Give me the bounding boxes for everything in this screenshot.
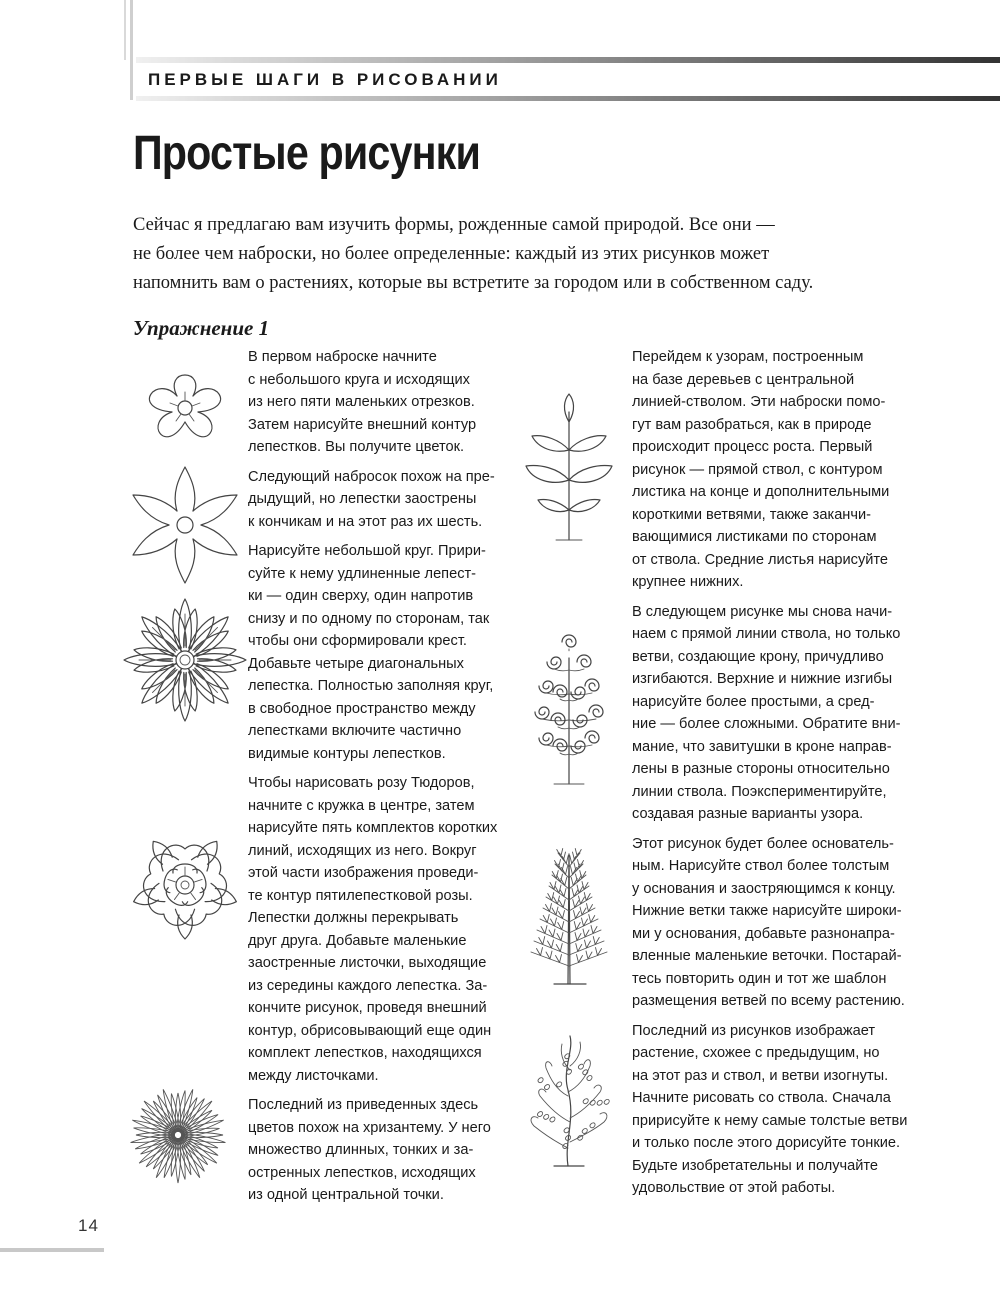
paragraph-line: Последний из рисунков изображает — [632, 1022, 876, 1039]
intro-line: Сейчас я предлагаю вам изучить формы, рожденные самой природой. Все они — — [133, 215, 775, 235]
paragraph-line: чтобы они сформировали крест. — [248, 633, 467, 649]
paragraph-line: на базе деревьев с центральной — [632, 371, 855, 388]
paragraph-line: комплект лепестков, находящихся — [248, 1045, 482, 1061]
paragraph-line: к кончикам и на этот раз их шесть. — [248, 513, 483, 530]
paragraph-line: из него пяти маленьких отрезков. — [248, 394, 475, 410]
paragraph-line: короткими ветвями, также заканчи- — [632, 506, 871, 523]
paragraph-line: начните с кружка в центре, затем — [248, 797, 475, 814]
paragraph-line: на этот раз и ствол, и ветви изогнуты. — [632, 1067, 889, 1084]
chrysanthemum-icon — [128, 1085, 228, 1185]
paragraph-line: лепестка. Полностью заполняя круг, — [248, 678, 494, 694]
paragraph-line: крупнее нижних. — [632, 574, 744, 590]
paragraph-line: ветви, создающие крону, причудливо — [632, 648, 884, 665]
header-band-top — [136, 57, 1000, 63]
column-paragraph — [248, 772, 520, 1087]
paragraph-line: Лепестки должны перекрывать — [248, 910, 459, 926]
paragraph-line: и только после этого дорисуйте тонкие. — [632, 1135, 901, 1151]
paragraph-line: от ствола. Средние листья нарисуйте — [632, 551, 889, 568]
paragraph-line: нарисуйте пять комплектов коротких — [248, 820, 498, 836]
paragraph-line: заостренные листочки, выходящие — [248, 955, 487, 971]
left-text-column — [248, 346, 520, 1214]
paragraph-line: размещения ветвей по всему растению. — [632, 993, 905, 1009]
layered-flower-icon — [130, 605, 240, 715]
paragraph-line: ми у основания, добавьте разнонапра- — [632, 925, 895, 942]
paragraph-line: из одной центральной точки. — [248, 1187, 444, 1203]
paragraph-line: гут вам разобраться, как в природе — [632, 416, 872, 433]
paragraph-line: Добавьте четыре диагональных — [248, 655, 464, 672]
paragraph-line: линий, исходящих из него. Вокруг — [248, 842, 477, 859]
paragraph-line: Нижние ветки также нарисуйте широки- — [632, 903, 902, 919]
paragraph-line: остренных лепестков, исходящих — [248, 1164, 476, 1181]
paragraph-line: кончите рисунок, проведя внешний — [248, 1000, 487, 1016]
paragraph-line: в свободное пространство между — [248, 700, 476, 717]
paragraph-line: лены в разные стороны относительно — [632, 761, 890, 777]
paragraph-line: вающимися листиками по сторонам — [632, 529, 877, 545]
column-paragraph — [632, 1020, 914, 1200]
paragraph-line: мание, что завитушки в кроне направ- — [632, 738, 892, 755]
column-paragraph — [632, 601, 914, 826]
leafy-tree-icon — [524, 392, 614, 542]
paragraph-line: нарисуйте более простыми, а сред- — [632, 693, 875, 710]
paragraph-line: ние — более сложными. Обратите вни- — [632, 716, 901, 732]
twisted-tree-icon — [520, 1030, 620, 1170]
right-text-column — [632, 346, 914, 1207]
paragraph-line: В следующем рисунке мы снова начи- — [632, 603, 893, 620]
column-paragraph — [632, 833, 914, 1013]
branch-tree-icon — [524, 848, 614, 988]
paragraph-line: дыдущий, но лепестки заострены — [248, 491, 477, 507]
paragraph-line: между листочками. — [248, 1067, 379, 1084]
paragraph-line: удовольствие от этой работы. — [632, 1180, 836, 1196]
column-paragraph — [248, 1094, 520, 1207]
paragraph-line: контур, обрисовывающий еще один — [248, 1022, 492, 1039]
paragraph-line: вленные маленькие веточки. Постарай- — [632, 948, 902, 964]
paragraph-line: наем с прямой линии ствола, но только — [632, 626, 901, 642]
paragraph-line: этой части изображения проведи- — [248, 865, 479, 881]
paragraph-line: линии ствола. Поэкспериментируйте, — [632, 783, 887, 800]
column-paragraph — [632, 346, 914, 594]
six-pointed-flower-icon — [130, 465, 240, 585]
paragraph-line: происходит процесс роста. Первый — [632, 439, 873, 455]
intro-paragraph — [133, 211, 933, 298]
paragraph-line: ки — один сверху, один напротив — [248, 588, 474, 604]
paragraph-line: ным. Нарисуйте ствол более толстым — [632, 858, 890, 874]
paragraph-line: листика на конце и дополнительными — [632, 484, 890, 500]
paragraph-line: те контур пятилепестковой розы. — [248, 887, 473, 904]
paragraph-line: Чтобы нарисовать розу Тюдоров, — [248, 775, 475, 791]
section-label: ПЕРВЫЕ ШАГИ В РИСОВАНИИ — [148, 70, 502, 89]
five-petal-flower-icon — [130, 358, 240, 458]
paragraph-line: Затем нарисуйте внешний контур — [248, 416, 477, 433]
header-band-bottom — [136, 96, 1000, 101]
paragraph-line: Этот рисунок будет более основатель- — [632, 835, 894, 852]
column-paragraph — [248, 346, 520, 459]
header-vertical-rule-thick — [130, 0, 133, 100]
paragraph-line: растение, схожее с предыдущим, но — [632, 1045, 880, 1061]
paragraph-line: Последний из приведенных здесь — [248, 1097, 479, 1113]
paragraph-line: линией-стволом. Эти наброски помо- — [632, 394, 886, 410]
paragraph-line: тесь повторить один и тот же шаблон — [632, 970, 887, 987]
paragraph-line: с небольшого круга и исходящих — [248, 371, 470, 388]
page-number: 14 — [78, 1216, 99, 1235]
paragraph-line: рисунок — прямой ствол, с контуром — [632, 461, 883, 478]
paragraph-line: снизу и по одному по сторонам, так — [248, 610, 490, 627]
paragraph-line: лепестками включите частично — [248, 723, 462, 739]
tudor-rose-icon — [130, 830, 240, 940]
paragraph-line: Начните рисовать со ствола. Сначала — [632, 1090, 891, 1106]
paragraph-line: В первом наброске начните — [248, 349, 437, 365]
curly-tree-icon — [524, 628, 614, 788]
paragraph-line: Нарисуйте небольшой круг. Прири- — [248, 543, 486, 559]
intro-line: не более чем наброски, но более определенные: каждый из этих рисунков может — [133, 244, 770, 264]
intro-line: напомнить вам о растениях, которые вы встретите за городом или в собственном саду. — [133, 273, 814, 293]
paragraph-line: Перейдем к узорам, построенным — [632, 349, 864, 365]
paragraph-line: Будьте изобретательны и получайте — [632, 1157, 879, 1174]
paragraph-line: цветов похож на хризантему. У него — [248, 1119, 491, 1136]
header-vertical-rule — [124, 0, 126, 60]
column-paragraph — [248, 466, 520, 534]
paragraph-line: лепестков. Вы получите цветок. — [248, 439, 465, 455]
paragraph-line: друг друга. Добавьте маленькие — [248, 932, 467, 949]
paragraph-line: множество длинных, тонких и за- — [248, 1142, 474, 1158]
paragraph-line: изгибаются. Верхние и нижние изгибы — [632, 671, 893, 687]
paragraph-line: видимые контуры лепестков. — [248, 745, 446, 762]
paragraph-line: Следующий набросок похож на пре- — [248, 468, 495, 485]
paragraph-line: создавая разные варианты узора. — [632, 806, 864, 822]
paragraph-line: у основания и заостряющимся к концу. — [632, 880, 896, 897]
exercise-title: Упражнение 1 — [133, 316, 270, 340]
page-title: Простые рисунки — [133, 127, 480, 180]
paragraph-line: суйте к нему удлиненные лепест- — [248, 565, 477, 582]
footer-bar — [0, 1248, 104, 1252]
paragraph-line: из середины каждого лепестка. За- — [248, 977, 488, 994]
column-paragraph — [248, 540, 520, 765]
paragraph-line: пририсуйте к нему самые толстые ветви — [632, 1112, 908, 1129]
